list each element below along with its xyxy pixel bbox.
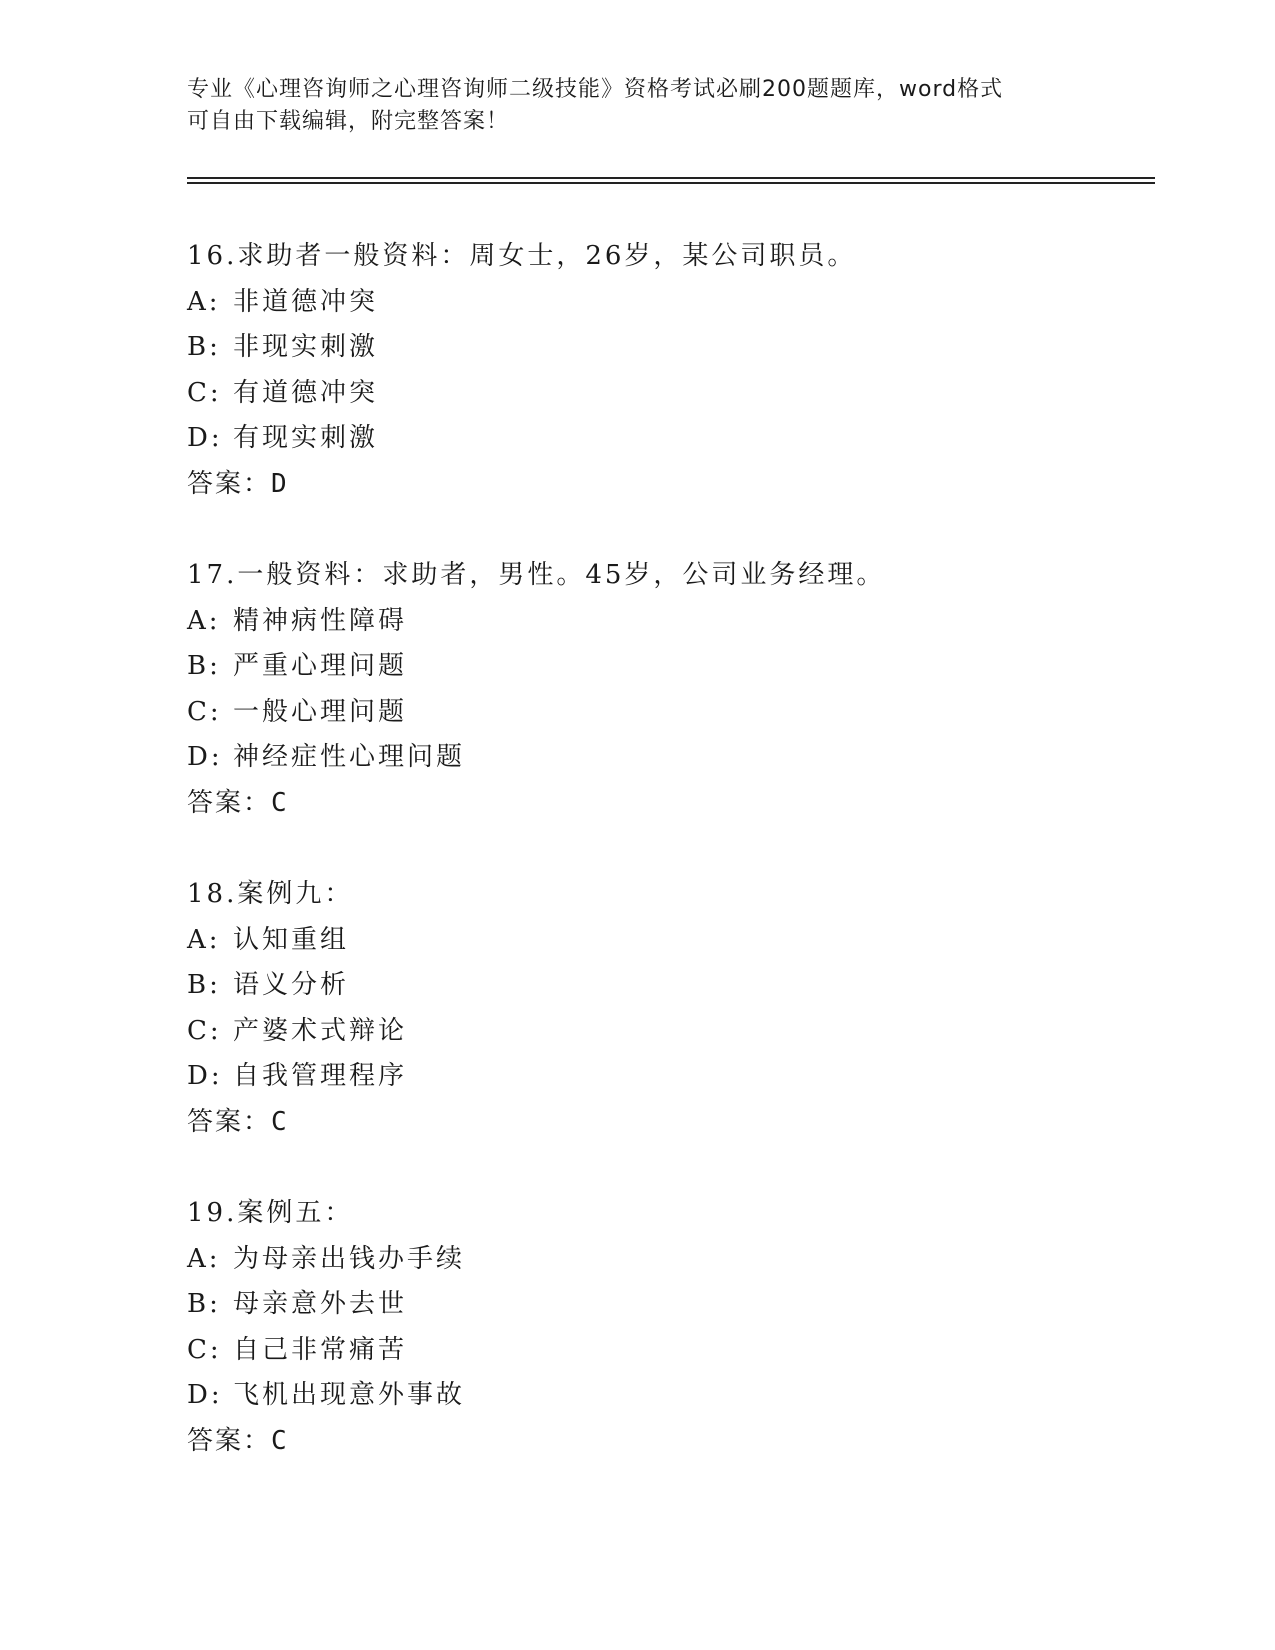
option-letter: C: [187,1015,222,1046]
question-16 [187,234,1167,507]
header-divider-top [187,177,1155,179]
option-a [187,280,1167,326]
option-text: 非现实刺激 [233,332,379,362]
answer-line [187,462,1167,508]
option-letter: B: [187,1289,221,1319]
option-letter: C: [187,377,222,408]
option-c [187,1009,1167,1055]
option-text: 自我管理程序 [233,1061,408,1091]
option-text: 一般心理问题 [233,696,408,727]
option-letter: A: [187,1243,221,1274]
answer-value: C [271,1106,287,1137]
question-stem: 19.案例五： [187,1198,354,1228]
option-text: 神经症性心理问题 [233,742,466,772]
option-text: 语义分析 [233,970,350,1000]
option-text: 精神病性障碍 [233,605,408,636]
option-letter: D: [187,1061,223,1091]
answer-label: 答案： [187,1106,272,1137]
option-a [187,1237,1167,1283]
option-text: 为母亲出钱办手续 [233,1243,466,1274]
option-letter: A: [187,924,221,955]
option-c [187,1328,1167,1374]
answer-line [187,781,1167,827]
answer-value: C [271,1425,287,1456]
option-text: 飞机出现意外事故 [233,1380,466,1410]
option-b [187,325,1167,371]
header-title-line-2: 可自由下载编辑，附完整答案！ [187,109,510,134]
document-header [187,74,1087,138]
option-letter: C: [187,696,222,727]
header-title-line-1: 专业《心理咨询师之心理咨询师二级技能》资格考试必刷200题题库，word格式 [187,77,1004,102]
option-text: 有现实刺激 [233,423,379,453]
question-18 [187,872,1167,1145]
option-d [187,1373,1167,1419]
option-a [187,918,1167,964]
option-letter: A: [187,605,221,636]
option-text: 严重心理问题 [233,651,408,681]
option-letter: B: [187,332,221,362]
option-letter: C: [187,1334,222,1365]
answer-label: 答案： [187,468,272,499]
option-b [187,1282,1167,1328]
option-d [187,416,1167,462]
option-text: 母亲意外去世 [233,1289,408,1319]
option-c [187,690,1167,736]
option-text: 自己非常痛苦 [233,1334,408,1365]
option-letter: D: [187,423,223,453]
answer-line [187,1419,1167,1465]
question-stem: 17.一般资料：求助者，男性。45岁，公司业务经理。 [187,560,886,590]
option-c [187,371,1167,417]
question-19 [187,1191,1167,1464]
option-text: 认知重组 [233,924,350,955]
option-letter: B: [187,970,221,1000]
option-letter: D: [187,1380,223,1410]
option-text: 非道德冲突 [233,286,379,317]
answer-value: C [271,787,287,818]
option-text: 产婆术式辩论 [233,1015,408,1046]
option-d [187,735,1167,781]
option-text: 有道德冲突 [233,377,379,408]
answer-label: 答案： [187,1425,272,1456]
question-stem: 16.求助者一般资料：周女士，26岁，某公司职员。 [187,241,857,271]
answer-label: 答案： [187,787,272,818]
option-b [187,644,1167,690]
option-a [187,599,1167,645]
header-divider-bottom [187,182,1155,184]
option-letter: A: [187,286,221,317]
answer-line [187,1100,1167,1146]
question-17 [187,553,1167,826]
answer-value: D [271,468,287,499]
option-d [187,1054,1167,1100]
option-letter: B: [187,651,221,681]
option-b [187,963,1167,1009]
option-letter: D: [187,742,223,772]
question-stem: 18.案例九： [187,879,354,909]
